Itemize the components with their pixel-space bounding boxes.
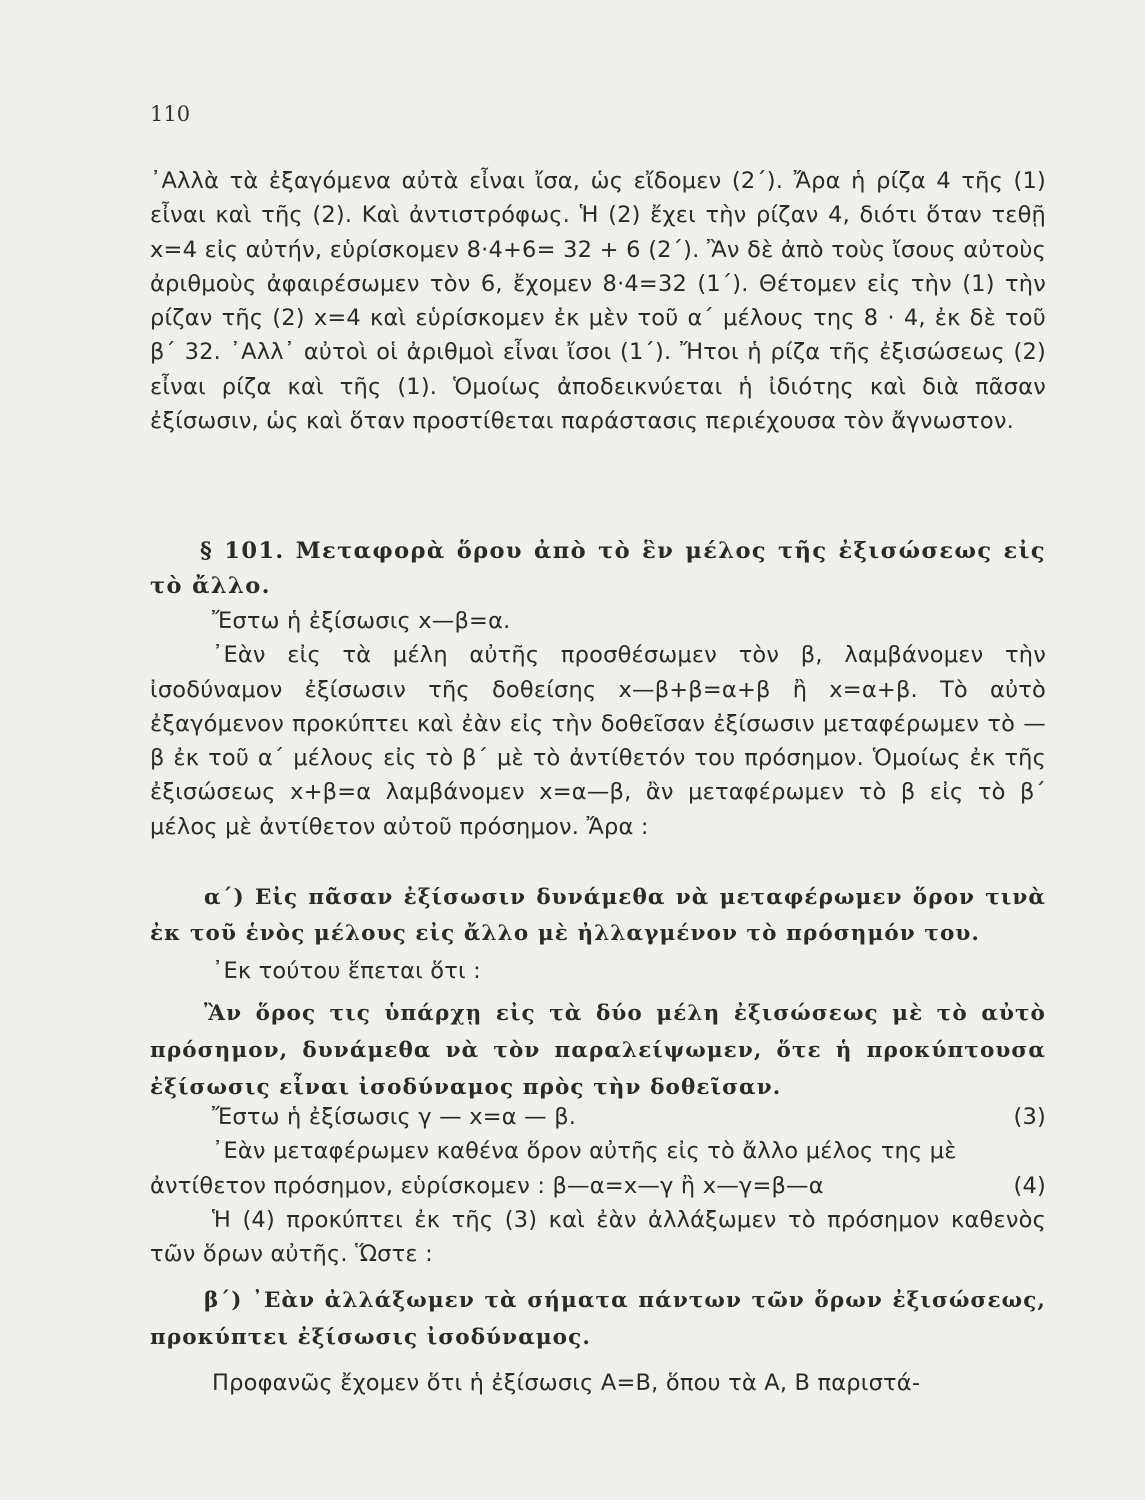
paragraph-transfer-explanation: ᾿Εὰν εἰς τὰ μέλη αὐτῆς προσθέσωμεν τὸν β, λαμβάνομεν τὴν ἰσοδύναμον ἐξίσωσιν τῆς δοθείσης x—β+β=α+β ἢ x=α+β. Τὸ αὐτὸ ἐξαγόμενον προκύπτει καὶ ἐὰν εἰς τὴν δοθεῖσαν ἐξίσωσιν μεταφέρωμεν τὸ — β ἐκ τοῦ α΄ μέλους εἰς τὸ β΄ μὲ τὸ ἀντίθετόν του πρόσημον. Ὁμοίως ἐκ τῆς ἐξισώσεως x+β=α λαμβάνομεν x=α—β, ἂν μεταφέρωμεν τὸ β εἰς τὸ β΄ μέλος μὲ ἀντίθετον αὐτοῦ πρόσημον. Ἄρα :	[150, 642, 1046, 840]
paragraph-equation-intro: Ἔστω ἡ ἐξίσωσις x—β=α.	[212, 608, 511, 634]
rule-b-block	[150, 1282, 1046, 1400]
page-number: 110	[150, 102, 191, 126]
equation-3-number: (3)	[1013, 1104, 1046, 1130]
paragraph-proof-continuation: ᾿Αλλὰ τὰ ἐξαγόμενα αὐτὰ εἶναι ἴσα, ὡς εἴδομεν (2΄). Ἄρα ἡ ρίζα 4 τῆς (1) εἶναι καὶ τῆς (2). Καὶ ἀντιστρόφως. Ἡ (2) ἔχει τὴν ρίζαν 4, διότι ὅταν τεθῇ x=4 εἰς αὐτήν, εὑρίσκομεν 8·4+6= 32 + 6 (2΄). Ἂν δὲ ἀπὸ τοὺς ἴσους αὐτοὺς ἀριθμοὺς ἀφαιρέσωμεν τὸν 6, ἔχομεν 8·4=32 (1΄). Θέτομεν εἰς τὴν (1) τὴν ρίζαν τῆς (2) x=4 καὶ εὑρίσκομεν ἐκ μὲν τοῦ α΄ μέλους της 8 · 4, ἐκ δὲ τοῦ β΄ 32. ᾿Αλλ᾿ αὐτοὶ οἱ ἀριθμοὶ εἶναι ἴσοι (1΄). Ἤτοι ἡ ρίζα τῆς ἐξισώσεως (2) εἶναι ρίζα καὶ τῆς (1). Ὁμοίως ἀποδεικνύεται ἡ ἰδιότης καὶ διὰ πᾶσαν ἐξίσωσιν, ὡς καὶ ὅταν προστίθεται παράστασις περιέχουσα τὸν ἄγνωστον.	[150, 168, 1046, 435]
paragraph-final: Προφανῶς ἔχομεν ὅτι ἡ ἐξίσωσις Α=Β, ὅπου τὰ Α, Β παριστά-	[212, 1370, 921, 1396]
rule-a-block	[150, 880, 1046, 988]
equation-4-line	[150, 1169, 1046, 1203]
rule-cancel-terms: Ἂν ὅρος τις ὑπάρχῃ εἰς τὰ δύο μέλη ἐξισώσεως μὲ τὸ αὐτὸ πρόσημον, δυνάμεθα νὰ τὸν παραλείψωμεν, ὅτε ἡ προκύπτουσα ἐξίσωσις εἶναι ἰσοδύναμος πρὸς τὴν δοθεῖσαν.	[150, 1001, 1046, 1100]
rule-a: α΄) Εἰς πᾶσαν ἐξίσωσιν δυνάμεθα νὰ μεταφέρωμεν ὅρον τινὰ ἐκ τοῦ ἑνὸς μέλους εἰς ἄλλο μὲ ἠλλαγμένον τὸ πρόσημόν του.	[150, 885, 1046, 946]
equations-block	[150, 1100, 1046, 1271]
paragraph-consequence-intro: ᾿Εκ τούτου ἕπεται ὅτι :	[212, 958, 481, 984]
equation-3: Ἔστω ἡ ἐξίσωσις γ — x=α — β.	[212, 1104, 577, 1130]
equation-4: ἀντίθετον πρόσημον, εὑρίσκομεν : β—α=x—γ ἢ x—γ=β—α	[150, 1172, 824, 1199]
paragraph-transfer-all: ᾿Εὰν μεταφέρωμεν καθένα ὅρον αὐτῆς εἰς τὸ ἄλλο μέλος της μὲ	[212, 1138, 957, 1165]
section-101	[150, 534, 1046, 844]
equation-4-number: (4)	[1013, 1172, 1046, 1199]
equation-3-line	[150, 1100, 1046, 1134]
paragraph-eq4-derivation: Ἡ (4) προκύπτει ἐκ τῆς (3) καὶ ἐὰν ἀλλάξωμεν τὸ πρόσημον καθενὸς τῶν ὅρων αὐτῆς. Ὥστε :	[150, 1206, 1046, 1268]
rule-b: β΄) ᾿Εὰν ἀλλάξωμεν τὰ σήματα πάντων τῶν ὅρων ἐξισώσεως, προκύπτει ἐξίσωσις ἰσοδύναμος.	[150, 1288, 1046, 1350]
section-heading: § 101. Μεταφορὰ ὅρου ἀπὸ τὸ ἓν μέλος τῆς ἐξισώσεως εἰς τὸ ἄλλο.	[150, 538, 1046, 599]
rule-cancel-block	[150, 995, 1046, 1106]
main-text	[150, 164, 1046, 438]
